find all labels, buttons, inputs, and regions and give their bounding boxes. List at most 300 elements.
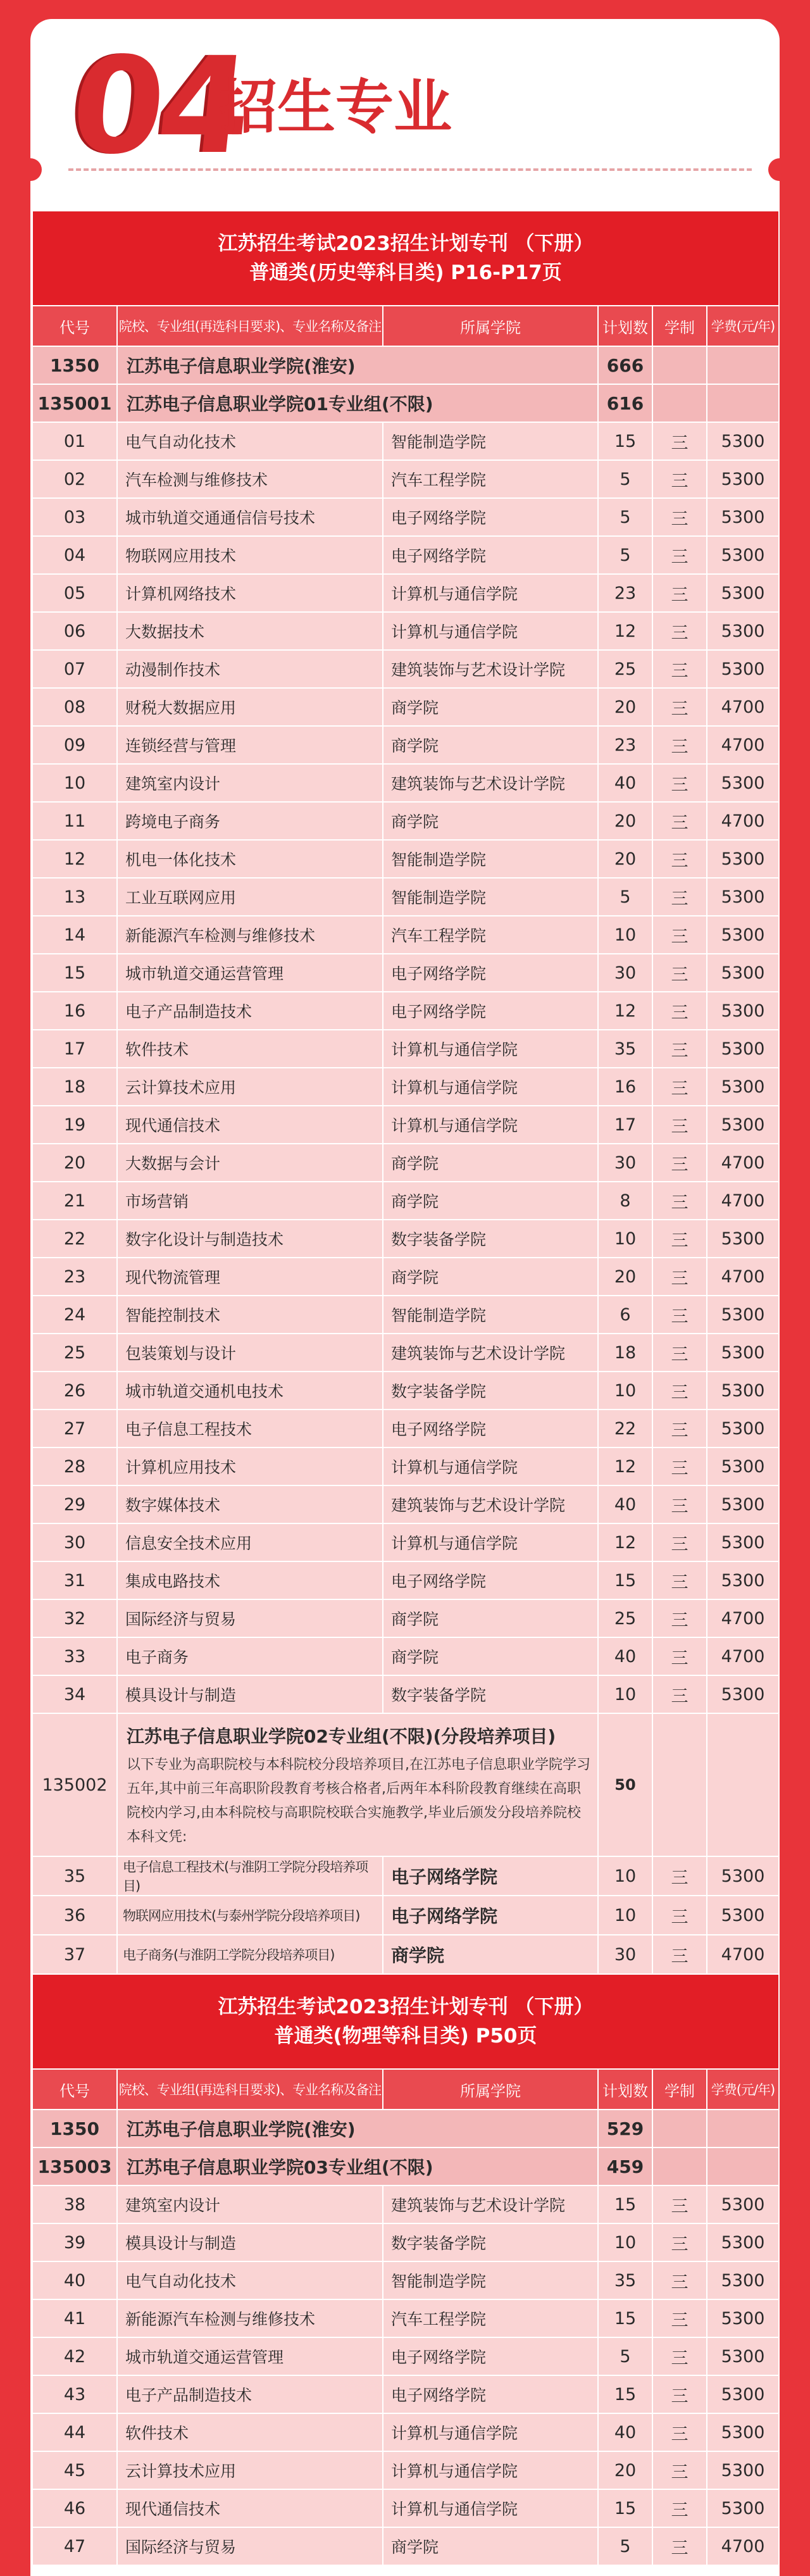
cell-plan: 10 xyxy=(598,1372,652,1410)
table-row xyxy=(32,2223,779,2261)
cell-code: 07 xyxy=(32,650,117,688)
cell-duration: 三 xyxy=(652,1935,707,1974)
cell-tuition: 4700 xyxy=(707,726,779,764)
cell-tuition: 5300 xyxy=(707,1220,779,1258)
cell-code: 01 xyxy=(32,422,117,460)
group2-plan: 50 xyxy=(598,1713,652,1856)
cell-tuition: 5300 xyxy=(707,1485,779,1523)
divider xyxy=(68,168,752,171)
cell-code: 19 xyxy=(32,1106,117,1144)
cell-major: 城市轨道交通运营管理 xyxy=(117,2337,383,2375)
cell-major: 跨境电子商务 xyxy=(117,802,383,840)
group2-code: 135002 xyxy=(32,1713,117,1856)
group-row xyxy=(32,2148,779,2185)
table-row xyxy=(32,1856,779,1896)
cell-duration: 三 xyxy=(652,1447,707,1485)
cell-duration: 三 xyxy=(652,688,707,726)
table-row xyxy=(32,1296,779,1334)
cell-major: 建筑室内设计 xyxy=(117,764,383,802)
cell-duration: 三 xyxy=(652,726,707,764)
cell-code: 04 xyxy=(32,536,117,574)
group-empty xyxy=(652,2148,707,2185)
cell-major: 大数据与会计 xyxy=(117,1144,383,1182)
table-row xyxy=(32,1485,779,1523)
cell-college: 智能制造学院 xyxy=(383,422,598,460)
cell-college: 电子网络学院 xyxy=(383,498,598,536)
cell-code: 09 xyxy=(32,726,117,764)
column-header-tuition: 学费(元/年) xyxy=(707,2069,779,2110)
cell-code: 28 xyxy=(32,1447,117,1485)
cell-major: 物联网应用技术(与泰州学院分段培养项目) xyxy=(117,1896,383,1935)
cell-duration: 三 xyxy=(652,878,707,916)
cell-tuition: 5300 xyxy=(707,1410,779,1447)
college-plan: 666 xyxy=(598,346,652,384)
cell-plan: 5 xyxy=(598,460,652,498)
content-card xyxy=(30,19,780,2576)
cell-major: 云计算技术应用 xyxy=(117,1068,383,1106)
column-header-duration: 学制 xyxy=(652,2069,707,2110)
cell-tuition: 5300 xyxy=(707,2375,779,2413)
cell-tuition: 5300 xyxy=(707,916,779,954)
table-row xyxy=(32,878,779,916)
cell-code: 21 xyxy=(32,1182,117,1220)
cell-plan: 15 xyxy=(598,2299,652,2337)
cell-tuition: 5300 xyxy=(707,2337,779,2375)
table-row xyxy=(32,1106,779,1144)
cell-plan: 23 xyxy=(598,574,652,612)
cell-tuition: 5300 xyxy=(707,1561,779,1599)
cell-tuition: 5300 xyxy=(707,878,779,916)
table-row xyxy=(32,840,779,878)
cell-major: 电子信息工程技术(与淮阴工学院分段培养项目) xyxy=(117,1856,383,1896)
cell-plan: 10 xyxy=(598,1856,652,1896)
group-plan: 616 xyxy=(598,384,652,422)
cell-duration: 三 xyxy=(652,1372,707,1410)
table-row xyxy=(32,650,779,688)
cell-plan: 12 xyxy=(598,992,652,1030)
cell-college: 商学院 xyxy=(383,688,598,726)
cell-tuition: 4700 xyxy=(707,1599,779,1637)
cell-duration: 三 xyxy=(652,1030,707,1068)
college-empty xyxy=(652,2110,707,2148)
cell-tuition: 5300 xyxy=(707,1523,779,1561)
table-row xyxy=(32,1258,779,1296)
table-row xyxy=(32,1220,779,1258)
group2-empty xyxy=(652,1713,707,1856)
cell-tuition: 5300 xyxy=(707,1675,779,1713)
cell-major: 电气自动化技术 xyxy=(117,2261,383,2299)
cell-college: 电子网络学院 xyxy=(383,2337,598,2375)
cell-major: 大数据技术 xyxy=(117,612,383,650)
cell-college: 商学院 xyxy=(383,1144,598,1182)
cell-major: 建筑室内设计 xyxy=(117,2185,383,2223)
section-number: 04 xyxy=(64,28,253,184)
cell-college: 电子网络学院 xyxy=(383,1896,598,1935)
cell-code: 14 xyxy=(32,916,117,954)
cell-tuition: 4700 xyxy=(707,1182,779,1220)
cell-college: 建筑装饰与艺术设计学院 xyxy=(383,2185,598,2223)
cell-plan: 15 xyxy=(598,2489,652,2527)
cell-duration: 三 xyxy=(652,536,707,574)
cell-major: 计算机网络技术 xyxy=(117,574,383,612)
column-header-row xyxy=(32,306,779,346)
cell-college: 商学院 xyxy=(383,1258,598,1296)
cell-duration: 三 xyxy=(652,2413,707,2451)
cell-code: 42 xyxy=(32,2337,117,2375)
cell-duration: 三 xyxy=(652,422,707,460)
cell-college: 计算机与通信学院 xyxy=(383,2413,598,2451)
cell-code: 31 xyxy=(32,1561,117,1599)
cell-tuition: 5300 xyxy=(707,2489,779,2527)
cell-plan: 16 xyxy=(598,1068,652,1106)
cell-duration: 三 xyxy=(652,2489,707,2527)
cell-college: 建筑装饰与艺术设计学院 xyxy=(383,764,598,802)
cell-tuition: 5300 xyxy=(707,574,779,612)
cell-major: 集成电路技术 xyxy=(117,1561,383,1599)
table-row xyxy=(32,2299,779,2337)
cell-college: 汽车工程学院 xyxy=(383,916,598,954)
cell-duration: 三 xyxy=(652,764,707,802)
cell-duration: 三 xyxy=(652,1561,707,1599)
table-row xyxy=(32,802,779,840)
cell-code: 35 xyxy=(32,1856,117,1896)
cell-duration: 三 xyxy=(652,2299,707,2337)
cell-duration: 三 xyxy=(652,992,707,1030)
cell-major: 国际经济与贸易 xyxy=(117,1599,383,1637)
table-row xyxy=(32,2451,779,2489)
column-header-major: 院校、专业组(再选科目要求)、专业名称及备注 xyxy=(117,2069,383,2110)
group2-note: 以下专业为高职院校与本科院校分段培养项目,在江苏电子信息职业学院学习五年,其中前三年高职阶段教育考核合格者,后两年本科阶段教育继续在高职院校内学习,由本科院校与高职院校联合实施教学,毕业后颁发分段培养院校本科文凭: xyxy=(127,1757,590,1845)
cell-major: 现代通信技术 xyxy=(117,1106,383,1144)
cell-tuition: 5300 xyxy=(707,460,779,498)
table-row xyxy=(32,536,779,574)
table-row xyxy=(32,1935,779,1974)
cell-major: 汽车检测与维修技术 xyxy=(117,460,383,498)
cell-college: 商学院 xyxy=(383,2527,598,2565)
cell-code: 26 xyxy=(32,1372,117,1410)
cell-major: 智能控制技术 xyxy=(117,1296,383,1334)
cell-major: 城市轨道交通运营管理 xyxy=(117,954,383,992)
cell-code: 05 xyxy=(32,574,117,612)
cell-tuition: 5300 xyxy=(707,1896,779,1935)
cell-code: 17 xyxy=(32,1030,117,1068)
cell-major: 包装策划与设计 xyxy=(117,1334,383,1372)
group-row xyxy=(32,384,779,422)
cell-plan: 25 xyxy=(598,1599,652,1637)
cell-plan: 25 xyxy=(598,650,652,688)
enrollment-table-wrapper xyxy=(32,210,778,2566)
cell-plan: 20 xyxy=(598,802,652,840)
cell-plan: 10 xyxy=(598,1220,652,1258)
cell-code: 06 xyxy=(32,612,117,650)
section-title-line1: 江苏招生考试2023招生计划专刊 （下册） xyxy=(218,232,594,255)
cell-duration: 三 xyxy=(652,2337,707,2375)
section-title-line2: 普通类(物理等科目类) P50页 xyxy=(274,2025,537,2048)
cell-duration: 三 xyxy=(652,2527,707,2565)
group2-note-box xyxy=(118,1714,597,1856)
cell-tuition: 5300 xyxy=(707,1372,779,1410)
group2-empty xyxy=(707,1713,779,1856)
cell-code: 12 xyxy=(32,840,117,878)
cell-plan: 5 xyxy=(598,2527,652,2565)
cell-college: 电子网络学院 xyxy=(383,536,598,574)
cell-college: 建筑装饰与艺术设计学院 xyxy=(383,1485,598,1523)
cell-plan: 10 xyxy=(598,2223,652,2261)
cell-major: 城市轨道交通机电技术 xyxy=(117,1372,383,1410)
cell-college: 商学院 xyxy=(383,726,598,764)
section-title-line1: 江苏招生考试2023招生计划专刊 （下册） xyxy=(218,1996,594,2018)
section-title: 招生专业 xyxy=(219,73,452,141)
cell-code: 47 xyxy=(32,2527,117,2565)
cell-plan: 23 xyxy=(598,726,652,764)
cell-college: 电子网络学院 xyxy=(383,954,598,992)
cell-duration: 三 xyxy=(652,650,707,688)
cell-tuition: 5300 xyxy=(707,1106,779,1144)
cell-tuition: 5300 xyxy=(707,1030,779,1068)
cell-tuition: 5300 xyxy=(707,422,779,460)
cell-duration: 三 xyxy=(652,1637,707,1675)
cell-college: 计算机与通信学院 xyxy=(383,612,598,650)
column-header-row xyxy=(32,2069,779,2110)
table-row xyxy=(32,726,779,764)
cell-code: 44 xyxy=(32,2413,117,2451)
cell-tuition: 5300 xyxy=(707,498,779,536)
table-row xyxy=(32,1637,779,1675)
cell-duration: 三 xyxy=(652,802,707,840)
cell-tuition: 4700 xyxy=(707,1144,779,1182)
cell-duration: 三 xyxy=(652,954,707,992)
cell-code: 24 xyxy=(32,1296,117,1334)
cell-code: 03 xyxy=(32,498,117,536)
college-row xyxy=(32,346,779,384)
cell-duration: 三 xyxy=(652,1258,707,1296)
college-code: 1350 xyxy=(32,346,117,384)
cell-college: 计算机与通信学院 xyxy=(383,1106,598,1144)
table-row xyxy=(32,498,779,536)
cell-college: 计算机与通信学院 xyxy=(383,1068,598,1106)
cell-college: 数字装备学院 xyxy=(383,1220,598,1258)
cell-college: 智能制造学院 xyxy=(383,1296,598,1334)
cell-major: 动漫制作技术 xyxy=(117,650,383,688)
cell-college: 电子网络学院 xyxy=(383,1856,598,1896)
cell-tuition: 5300 xyxy=(707,954,779,992)
college-name: 江苏电子信息职业学院(淮安) xyxy=(117,346,598,384)
table-row xyxy=(32,688,779,726)
group-name: 江苏电子信息职业学院01专业组(不限) xyxy=(117,384,598,422)
cell-major: 新能源汽车检测与维修技术 xyxy=(117,916,383,954)
cell-tuition: 5300 xyxy=(707,2261,779,2299)
table-row xyxy=(32,422,779,460)
cell-tuition: 5300 xyxy=(707,840,779,878)
cell-tuition: 5300 xyxy=(707,1447,779,1485)
cell-duration: 三 xyxy=(652,2185,707,2223)
cell-duration: 三 xyxy=(652,1410,707,1447)
cell-plan: 18 xyxy=(598,1334,652,1372)
group-empty xyxy=(652,384,707,422)
table-row xyxy=(32,1334,779,1372)
cell-plan: 15 xyxy=(598,422,652,460)
cell-duration: 三 xyxy=(652,2451,707,2489)
table-row xyxy=(32,916,779,954)
table-row xyxy=(32,2413,779,2451)
cell-college: 电子网络学院 xyxy=(383,1561,598,1599)
cell-college: 电子网络学院 xyxy=(383,1410,598,1447)
table-row xyxy=(32,1447,779,1485)
cell-plan: 5 xyxy=(598,2337,652,2375)
cell-major: 电子商务 xyxy=(117,1637,383,1675)
cell-plan: 12 xyxy=(598,1447,652,1485)
cell-code: 25 xyxy=(32,1334,117,1372)
cell-duration: 三 xyxy=(652,2375,707,2413)
cell-college: 建筑装饰与艺术设计学院 xyxy=(383,1334,598,1372)
cell-tuition: 5300 xyxy=(707,1068,779,1106)
cell-college: 汽车工程学院 xyxy=(383,460,598,498)
cell-code: 43 xyxy=(32,2375,117,2413)
cell-code: 29 xyxy=(32,1485,117,1523)
cell-major: 现代物流管理 xyxy=(117,1258,383,1296)
cell-college: 计算机与通信学院 xyxy=(383,2451,598,2489)
cell-major: 云计算技术应用 xyxy=(117,2451,383,2489)
cell-tuition: 4700 xyxy=(707,688,779,726)
cell-plan: 6 xyxy=(598,1296,652,1334)
cell-major: 市场营销 xyxy=(117,1182,383,1220)
column-header-code: 代号 xyxy=(32,2069,117,2110)
cell-tuition: 5300 xyxy=(707,1296,779,1334)
group2-info xyxy=(117,1713,598,1856)
college-empty xyxy=(707,2110,779,2148)
table-row xyxy=(32,1068,779,1106)
cell-duration: 三 xyxy=(652,1334,707,1372)
cell-duration: 三 xyxy=(652,2261,707,2299)
cell-plan: 20 xyxy=(598,1258,652,1296)
table-row xyxy=(32,1896,779,1935)
table-row xyxy=(32,1599,779,1637)
cell-college: 计算机与通信学院 xyxy=(383,2489,598,2527)
table-row xyxy=(32,1372,779,1410)
cell-plan: 8 xyxy=(598,1182,652,1220)
cell-major: 电子产品制造技术 xyxy=(117,2375,383,2413)
cell-plan: 15 xyxy=(598,2375,652,2413)
cell-code: 23 xyxy=(32,1258,117,1296)
cell-tuition: 5300 xyxy=(707,992,779,1030)
cell-code: 16 xyxy=(32,992,117,1030)
cell-tuition: 4700 xyxy=(707,1935,779,1974)
cell-college: 数字装备学院 xyxy=(383,1675,598,1713)
cell-duration: 三 xyxy=(652,1182,707,1220)
cell-plan: 20 xyxy=(598,688,652,726)
cell-college: 计算机与通信学院 xyxy=(383,574,598,612)
cell-tuition: 4700 xyxy=(707,802,779,840)
cell-major: 电气自动化技术 xyxy=(117,422,383,460)
college-name: 江苏电子信息职业学院(淮安) xyxy=(117,2110,598,2148)
table-row xyxy=(32,574,779,612)
cell-duration: 三 xyxy=(652,1296,707,1334)
group-code: 135003 xyxy=(32,2148,117,2185)
table-row xyxy=(32,1675,779,1713)
cell-tuition: 5300 xyxy=(707,2451,779,2489)
group-code: 135001 xyxy=(32,384,117,422)
group-name: 江苏电子信息职业学院03专业组(不限) xyxy=(117,2148,598,2185)
cell-college: 商学院 xyxy=(383,1599,598,1637)
cell-tuition: 4700 xyxy=(707,1258,779,1296)
cell-duration: 三 xyxy=(652,1856,707,1896)
cell-college: 计算机与通信学院 xyxy=(383,1447,598,1485)
cell-tuition: 4700 xyxy=(707,2527,779,2565)
table-row xyxy=(32,460,779,498)
cell-college: 计算机与通信学院 xyxy=(383,1523,598,1561)
cell-tuition: 5300 xyxy=(707,612,779,650)
cell-code: 34 xyxy=(32,1675,117,1713)
table-row xyxy=(32,1561,779,1599)
cell-tuition: 5300 xyxy=(707,536,779,574)
cell-college: 商学院 xyxy=(383,802,598,840)
right-notch xyxy=(768,158,791,181)
cell-major: 信息安全技术应用 xyxy=(117,1523,383,1561)
cell-major: 现代通信技术 xyxy=(117,2489,383,2527)
group2-row xyxy=(32,1713,779,1856)
cell-duration: 三 xyxy=(652,1485,707,1523)
cell-plan: 10 xyxy=(598,1896,652,1935)
cell-major: 模具设计与制造 xyxy=(117,1675,383,1713)
column-header-college: 所属学院 xyxy=(383,2069,598,2110)
cell-duration: 三 xyxy=(652,1523,707,1561)
enrollment-table xyxy=(32,210,780,2566)
cell-college: 数字装备学院 xyxy=(383,2223,598,2261)
college-code: 1350 xyxy=(32,2110,117,2148)
group-plan: 459 xyxy=(598,2148,652,2185)
table-row xyxy=(32,2489,779,2527)
cell-plan: 40 xyxy=(598,1637,652,1675)
group2-name: 江苏电子信息职业学院02专业组(不限)(分段培养项目) xyxy=(127,1726,556,1747)
cell-tuition: 5300 xyxy=(707,650,779,688)
cell-code: 20 xyxy=(32,1144,117,1182)
cell-duration: 三 xyxy=(652,1599,707,1637)
cell-code: 41 xyxy=(32,2299,117,2337)
column-header-college: 所属学院 xyxy=(383,306,598,346)
cell-plan: 5 xyxy=(598,498,652,536)
section-title-cell xyxy=(32,1974,779,2069)
cell-college: 智能制造学院 xyxy=(383,878,598,916)
cell-plan: 35 xyxy=(598,1030,652,1068)
cell-tuition: 5300 xyxy=(707,1334,779,1372)
column-header-major: 院校、专业组(再选科目要求)、专业名称及备注 xyxy=(117,306,383,346)
cell-major: 数字媒体技术 xyxy=(117,1485,383,1523)
section-title-row xyxy=(32,1974,779,2069)
cell-college: 智能制造学院 xyxy=(383,840,598,878)
cell-tuition: 5300 xyxy=(707,2413,779,2451)
cell-plan: 12 xyxy=(598,1523,652,1561)
cell-tuition: 5300 xyxy=(707,2299,779,2337)
cell-code: 46 xyxy=(32,2489,117,2527)
table-row xyxy=(32,612,779,650)
cell-duration: 三 xyxy=(652,574,707,612)
cell-college: 商学院 xyxy=(383,1637,598,1675)
cell-code: 45 xyxy=(32,2451,117,2489)
cell-plan: 20 xyxy=(598,840,652,878)
column-header-code: 代号 xyxy=(32,306,117,346)
cell-code: 08 xyxy=(32,688,117,726)
section-title-cell xyxy=(32,211,779,306)
section-title-line2: 普通类(历史等科目类) P16-P17页 xyxy=(249,261,562,284)
cell-code: 18 xyxy=(32,1068,117,1106)
cell-major: 物联网应用技术 xyxy=(117,536,383,574)
cell-plan: 15 xyxy=(598,1561,652,1599)
cell-major: 财税大数据应用 xyxy=(117,688,383,726)
cell-major: 电子产品制造技术 xyxy=(117,992,383,1030)
cell-plan: 35 xyxy=(598,2261,652,2299)
cell-major: 国际经济与贸易 xyxy=(117,2527,383,2565)
cell-duration: 三 xyxy=(652,1144,707,1182)
